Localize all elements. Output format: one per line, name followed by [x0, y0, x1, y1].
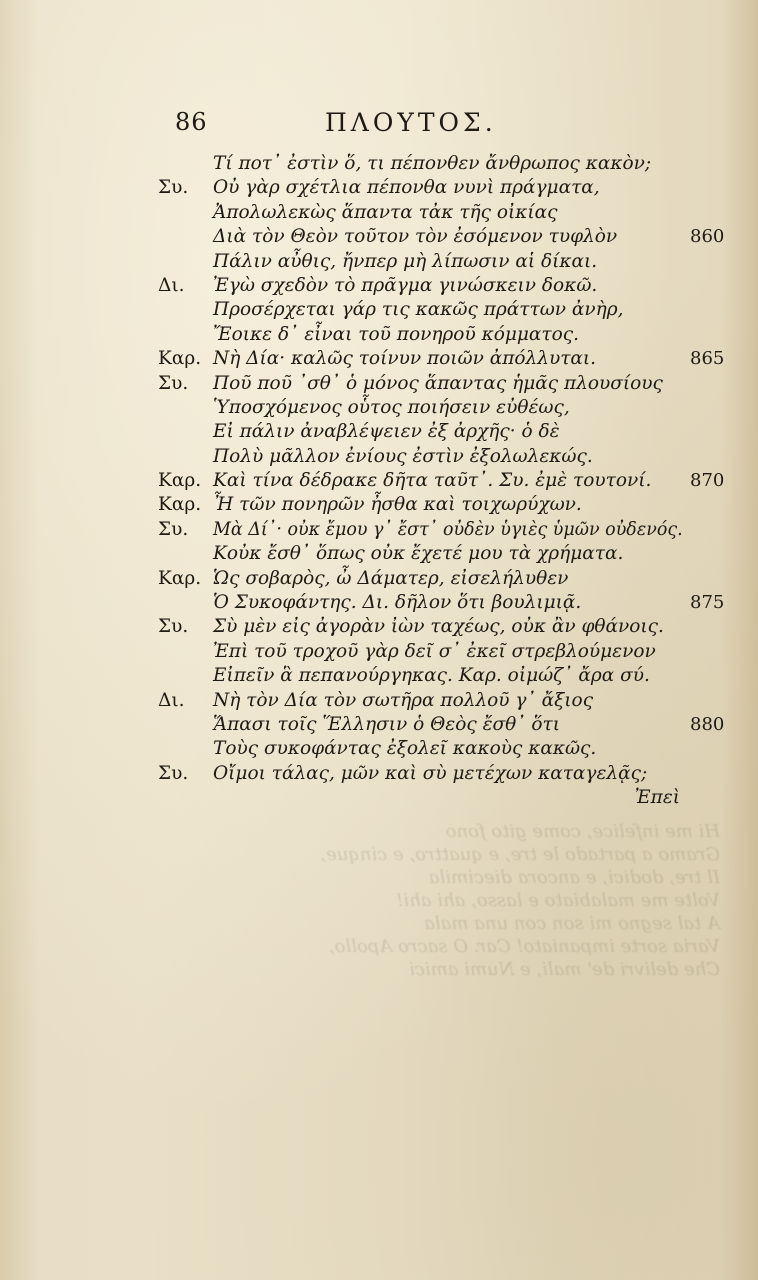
line-number: 860 [690, 226, 725, 248]
verse-text: Διὰ τὸν Θεὸν τοῦτον τὸν ἐσόμενον τυφλὸν [213, 226, 618, 248]
verse-line [0, 469, 758, 493]
verse-line [0, 640, 758, 664]
verse-line [0, 420, 758, 444]
verse-line [0, 323, 758, 347]
line-number: 870 [690, 470, 725, 492]
verse-text: Προσέρχεται γάρ τις κακῶς πράττων ἀνὴρ, [213, 299, 624, 321]
verse-text: Ὁ Συκοφάντης. Δι. δῆλον ὅτι βουλιμιᾷ. [213, 592, 582, 614]
verse-text: Ἀπολωλεκὼς ἅπαντα τἀκ τῆς οἰκίας [213, 201, 558, 223]
running-title: ΠΛΟΥΤΟΣ. [325, 108, 497, 137]
verse-text: Σὺ μὲν εἰς ἀγορὰν ἰὼν ταχέως, οὐκ ἂν φθάνοις. [213, 616, 664, 638]
verse-line [0, 225, 758, 249]
verse-line [0, 542, 758, 566]
verse-line [0, 689, 758, 713]
verse-line [0, 274, 758, 298]
verse-line [0, 347, 758, 371]
verse-line [0, 298, 758, 322]
catchword: Ἐπεὶ [634, 787, 680, 809]
line-number: 875 [690, 592, 725, 614]
speaker-label: Συ. [158, 762, 189, 784]
verse-line [0, 664, 758, 688]
verse-text: Ἦ τῶν πονηρῶν ἦσθα καὶ τοιχωρύχων. [213, 494, 582, 516]
verse-block [0, 152, 758, 811]
verse-text: Νὴ Δία· καλῶς τοίνυν ποιῶν ἀπόλλυται. [213, 348, 597, 370]
verse-text: Τοὺς συκοφάντας ἐξολεῖ κακοὺς κακῶς. [213, 738, 597, 760]
verse-line [0, 567, 758, 591]
speaker-label: Καρ. [158, 470, 202, 492]
verse-text: Ἐγὼ σχεδὸν τὸ πρᾶγμα γινώσκειν δοκῶ. [213, 274, 598, 296]
speaker-label: Δι. [158, 274, 185, 296]
verse-line [0, 518, 758, 542]
verse-line [0, 493, 758, 517]
page-number: 86 [175, 108, 208, 136]
verse-line [0, 615, 758, 639]
verse-text: Εἰ πάλιν ἀναβλέψειεν ἐξ ἀρχῆς· ὁ δὲ [213, 421, 560, 443]
verse-line [0, 250, 758, 274]
verse-line [0, 152, 758, 176]
verse-line [0, 762, 758, 786]
verse-text: Ἅπασι τοῖς Ἕλλησιν ὁ Θεὸς ἔσθ᾽ ὅτι [213, 713, 561, 735]
verse-text: Ἔοικε δ᾽ εἶναι τοῦ πονηροῦ κόμματος. [213, 323, 579, 345]
verse-text: Ὑποσχόμενος οὗτος ποιήσειν εὐθέως, [213, 396, 570, 418]
speaker-label: Συ. [158, 177, 189, 199]
verse-text: Ὡς σοβαρὸς, ὦ Δάματερ, εἰσελήλυθεν [213, 567, 569, 589]
verse-text: Ἐπὶ τοῦ τροχοῦ γὰρ δεῖ σ᾽ ἐκεῖ στρεβλούμενον [213, 640, 656, 662]
speaker-label: Καρ. [158, 494, 202, 516]
verse-line [0, 372, 758, 396]
speaker-label: Συ. [158, 372, 189, 394]
speaker-label: Συ. [158, 616, 189, 638]
speaker-label: Καρ. [158, 348, 202, 370]
line-number: 865 [690, 348, 725, 370]
verse-line [0, 737, 758, 761]
verse-text: Οἴμοι τάλας, μῶν καὶ σὺ μετέχων καταγελᾷς; [213, 762, 648, 784]
catchword-line [0, 786, 758, 810]
verse-line [0, 713, 758, 737]
verse-line [0, 396, 758, 420]
verse-line [0, 176, 758, 200]
verse-line [0, 201, 758, 225]
speaker-label: Συ. [158, 518, 189, 540]
verse-text: Κοὐκ ἔσθ᾽ ὅπως οὐκ ἔχετέ μου τὰ χρήματα. [213, 543, 624, 565]
verse-text: Μὰ Δί᾽· οὐκ ἔμου γ᾽ ἔστ᾽ οὐδὲν ὑγιὲς ὑμῶν οὐδενός. [213, 518, 683, 540]
verse-text: Καὶ τίνα δέδρακε δῆτα ταῦτ᾽. Συ. ἐμὲ τουτονί. [213, 470, 652, 492]
page-header [175, 108, 735, 142]
verse-text: Τί ποτ᾽ ἐστὶν ὅ, τι πέπονθεν ἄνθρωπος κακὸν; [213, 153, 652, 174]
verse-text: Εἰπεῖν ἃ πεπανούργηκας. Καρ. οἰμώζ᾽ ἄρα σύ. [213, 665, 650, 687]
verse-text: Ποῦ ποῦ ᾽σθ᾽ ὁ μόνος ἅπαντας ἡμᾶς πλουσίους [213, 372, 663, 394]
verse-text: Πάλιν αὖθις, ἤνπερ μὴ λίπωσιν αἱ δίκαι. [213, 250, 598, 272]
verse-line [0, 591, 758, 615]
verse-text: Νὴ τὸν Δία τὸν σωτῆρα πολλοῦ γ᾽ ἄξιος [213, 689, 594, 711]
speaker-label: Καρ. [158, 567, 202, 589]
verse-text: Πολὺ μᾶλλον ἐνίους ἐστὶν ἐξολωλεκώς. [213, 445, 593, 467]
verse-text: Οὐ γὰρ σχέτλια πέπονθα νυνὶ πράγματα, [213, 177, 600, 199]
bleed-through-text: Hi me infelice, come gito fono Gramo a partado le tre, e quattro, e cinque, Il tre, dodici, e ancora diecimila Volte me malabiato e lasso, ahi ahi! A tal segno mi son con una mala Varia sorte impaniato! Car. O sacro Apollo, Che delivri de' mali, e Numi amici [320, 821, 720, 980]
speaker-label: Δι. [158, 689, 185, 711]
verse-line [0, 445, 758, 469]
line-number: 880 [690, 713, 725, 735]
